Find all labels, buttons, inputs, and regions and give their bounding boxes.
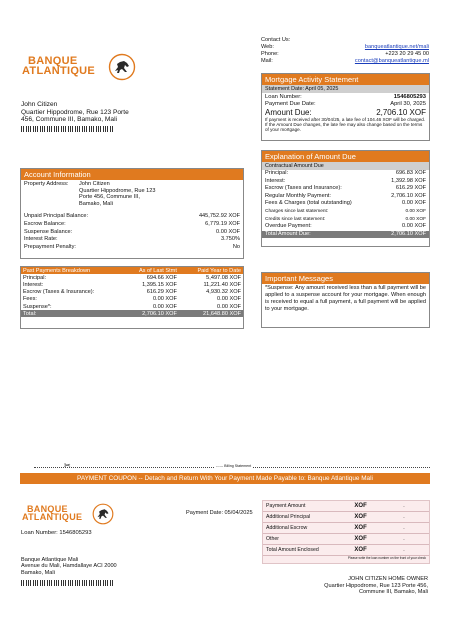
table-row: Suspense*: 0.00 XOF 0.00 XOF: [23, 303, 241, 310]
explanation-small-row: Charges since last statement: 0.00 XOF: [265, 208, 426, 214]
scissors-icon: ✂: [64, 461, 71, 470]
account-row: Interest Rate: 3.750%: [24, 236, 240, 243]
account-title: Account Information: [21, 169, 243, 180]
postal-barcode: [21, 126, 113, 132]
past-header-ytd: Paid Year to Date: [197, 267, 241, 274]
bank-name: Banque Atlantique Mali: [21, 557, 79, 563]
web-link[interactable]: banqueatlantique.net/mali: [364, 44, 429, 50]
customer-addr-line1: Quartier Hippodrome, Rue 123 Porte: [21, 108, 129, 116]
table-row: Fees: 0.00 XOF 0.00 XOF: [23, 296, 241, 303]
messages-box: [261, 272, 430, 328]
explanation-row: Escrow (Taxes and Insurance): 616.29 XOF: [265, 185, 426, 192]
amount-due-value: 2,706.10 XOF: [376, 108, 426, 117]
past-header-label: Past Payments Breakdown: [23, 267, 91, 274]
customer-name: John Citizen: [21, 101, 58, 108]
owner-title: JOHN CITIZEN HOME OWNER: [348, 576, 428, 582]
coupon-row: Additional Escrow XOF .: [263, 523, 429, 534]
contact-block: [261, 37, 429, 65]
owner-addr-line1: Quartier Hippodrome, Rue 123 Porte 456,: [324, 582, 428, 589]
statement-box: [261, 73, 430, 141]
loan-number-label: Loan Number:: [265, 94, 302, 100]
due-date-value: April 30, 2025: [390, 101, 426, 107]
bank-addr-line2: Bamako, Mali: [21, 569, 55, 576]
contact-title: Contact Us:: [261, 37, 291, 43]
customer-addr-line2: 456, Commune III, Bamako, Mali: [21, 116, 118, 124]
overdue-row: Overdue Payment: 0.00 XOF: [265, 223, 426, 230]
coupon-horse-icon: [92, 503, 114, 525]
table-row: Principal: 694.66 XOF 5,497.08 XOF: [23, 274, 241, 281]
coupon-logo-text-2: ATLANTIQUE: [22, 512, 83, 522]
mail-link[interactable]: contact@banqueatlantique.ml: [354, 58, 429, 64]
coupon-row: Payment Amount XOF .: [263, 501, 429, 512]
account-box: [20, 168, 244, 259]
coupon-row: Other XOF .: [263, 534, 429, 545]
total-due-row: Total Amount Due: 2,706.10 XOF: [262, 231, 429, 238]
cut-note: ------ Billing Statement: [216, 464, 252, 468]
statement-title: Mortgage Activity Statement: [262, 74, 429, 85]
explanation-row: Principal: 696.83 XOF: [265, 170, 426, 176]
past-total-row: Total: 2,706.10 XOF 21,648.80 XOF: [23, 310, 241, 317]
explanation-box: [261, 150, 430, 247]
bank-logo: [22, 56, 142, 82]
amount-due-label: Amount Due:: [265, 108, 312, 117]
web-label: Web:: [261, 44, 274, 50]
coupon-payment-date: Payment Date: 05/04/2025: [186, 510, 253, 516]
statement-date: Statement Date: April 05, 2025: [262, 85, 429, 93]
past-payments-table: [21, 267, 243, 317]
coupon-row: Additional Principal XOF .: [263, 512, 429, 523]
phone-label: Phone:: [261, 51, 279, 57]
horse-logo-icon: [108, 53, 136, 81]
account-row: Prepayment Penalty: No: [24, 243, 240, 250]
bank-addr-line1: Avenue du Mali, Hamdallaye ACI 2000: [21, 563, 117, 570]
logo-text-1: BANQUE: [28, 55, 78, 67]
table-row: Escrow (Taxes & Insurance): 616.29 XOF 4,930.32 XOF: [23, 289, 241, 296]
bank-barcode: [21, 580, 113, 586]
past-header-last: As of Last Stmt: [138, 267, 177, 274]
coupon-banner: PAYMENT COUPON -- Detach and Return With Your Payment Made Payable to: Banque Atlantique Mali: [20, 473, 430, 484]
additional-principal-field[interactable]: .: [379, 512, 429, 523]
additional-escrow-field[interactable]: .: [379, 523, 429, 534]
explanation-subtitle: Contractual Amount Due: [262, 162, 429, 170]
customer-address: [21, 101, 171, 132]
table-row: Interest: 1,395.15 XOF 11,221.40 XOF: [23, 281, 241, 288]
late-fee-note: If payment is received after 30/04/25, a late fee of 104.46 XOF will be charged. If the Amount Due changes, the late fee may also change based on the terms of your mortgage.: [265, 117, 426, 133]
due-date-label: Payment Due Date:: [265, 101, 316, 107]
past-payments-box: [20, 266, 244, 329]
coupon-logo: [22, 505, 122, 527]
property-address: Property Address: John Citizen Quartier Hippodrome, Rue 123 Porte 456, Commune III, Bamako, Mali: [24, 181, 156, 207]
bank-address: [21, 557, 117, 586]
explanation-row: Interest: 1,392.98 XOF: [265, 177, 426, 184]
logo-text-2: ATLANTIQUE: [22, 65, 96, 77]
total-enclosed-field[interactable]: .: [379, 545, 429, 556]
coupon-row: Total Amount Enclosed XOF .: [263, 545, 429, 556]
account-row: Suspense Balance: 0.00 XOF: [24, 228, 240, 235]
messages-title: Important Messages: [262, 273, 429, 284]
coupon-loan-number: Loan Number: 1546805293: [21, 530, 92, 536]
explanation-row: Fees & Charges (total outstanding) 0.00 XOF: [265, 200, 426, 207]
other-field[interactable]: .: [379, 534, 429, 545]
mail-label: Mail:: [261, 58, 273, 64]
explanation-small-row: Credits since last statement: 0.00 XOF: [265, 216, 426, 222]
coupon-footnote: Please write the loan number on the front of your check: [347, 556, 426, 560]
payment-amount-field[interactable]: .: [379, 501, 429, 512]
owner-address: [270, 576, 428, 596]
phone-value: +223 20 29 45 00: [385, 51, 429, 57]
loan-number-value: 1546805293: [393, 94, 426, 100]
coupon-form: [262, 500, 430, 564]
account-row: Unpaid Principal Balance: 445,752.92 XOF: [24, 213, 240, 220]
owner-addr-line2: Commune III, Bamako, Mali: [358, 589, 428, 596]
account-row: Escrow Balance: 6,779.19 XOF: [24, 220, 240, 227]
explanation-row: Regular Monthly Payment: 2,706.10 XOF: [265, 192, 426, 199]
messages-body: *Suspense: Any amount received less than a full payment will be applied to a suspense account for your mortgage. When enough is received to equal a full payment, a full payment will be applied to your mortgage.: [265, 285, 426, 312]
coupon-logo-text-1: BANQUE: [27, 504, 68, 514]
explanation-title: Explanation of Amount Due: [262, 151, 429, 162]
